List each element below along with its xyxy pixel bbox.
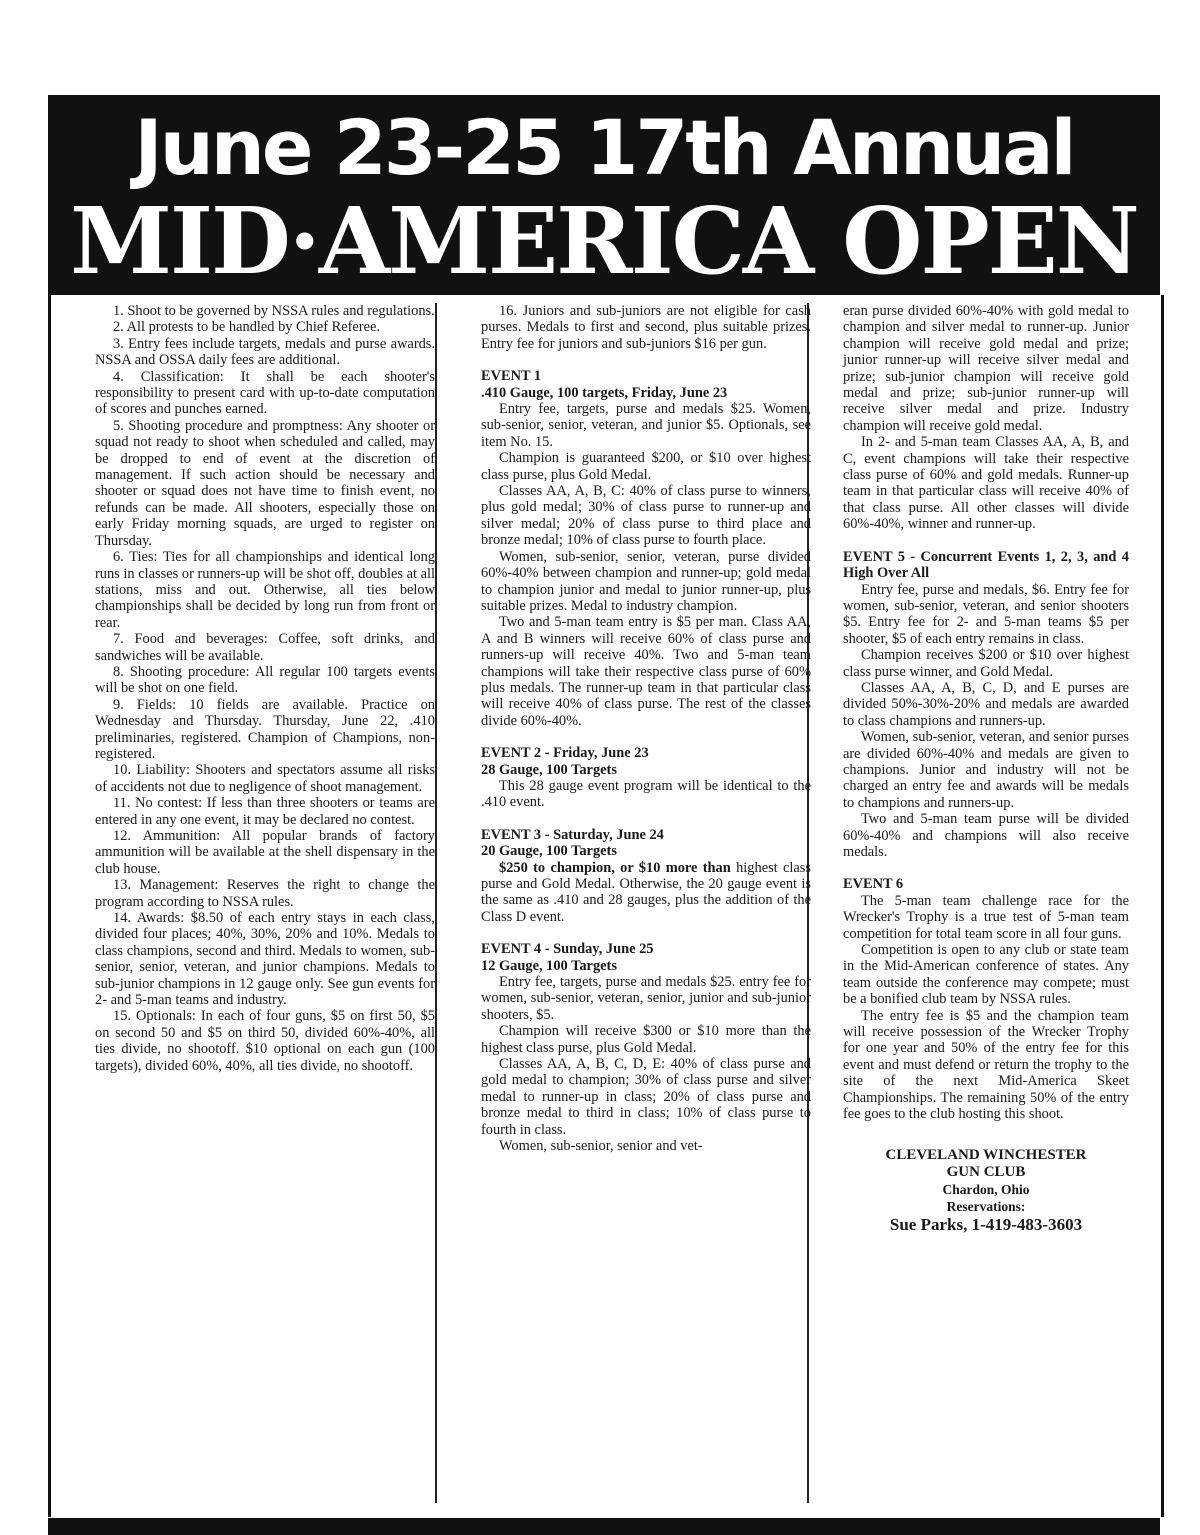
rules-column xyxy=(95,303,435,1074)
event-3-subtitle: 20 Gauge, 100 Targets xyxy=(481,843,617,860)
rule-paragraph: 12. Ammunition: All popular brands of factory ammunition will be available at the shell dispensary in the club house. xyxy=(95,828,435,877)
column-divider xyxy=(435,303,437,1503)
rule-paragraph: 16. Juniors and sub-juniors are not eligible for cash purses. Medals to first and second, plus suitable prizes. Entry fee for juniors and sub-juniors $16 per gun. xyxy=(481,303,811,352)
event-paragraph: Champion is guaranteed $200, or $10 over highest class purse, plus Gold Medal. xyxy=(481,450,811,483)
event-paragraph: Two and 5-man team entry is $5 per man. Class AA, A and B winners will receive 60% of class purse and runners-up will receive 40%. Two and 5-man team champions will take their respective class purse of 60% plus medals. The runner-up team in that particular class will receive 40% of class purse. The rest of the classes divide 60%-40%. xyxy=(481,614,811,729)
event-paragraph: The 5-man team challenge race for the Wrecker's Trophy is a true test of 5-man team competition for total team score in all four guns. xyxy=(843,892,1129,942)
event-paragraph: Women, sub-senior, senior and vet- xyxy=(499,1138,703,1155)
event-4-subtitle: 12 Gauge, 100 Targets xyxy=(481,957,617,974)
club-location: Chardon, Ohio xyxy=(942,1181,1030,1197)
event-paragraph: This 28 gauge event program will be identical to the .410 event. xyxy=(481,777,811,811)
event-5-title: EVENT 5 - Concurrent Events 1, 2, 3, and 4 High Over All xyxy=(843,548,1129,582)
rule-paragraph: 10. Liability: Shooters and spectators assume all risks of accidents not due to negligence of shoot management. xyxy=(95,762,435,795)
event-paragraph: Competition is open to any club or state team in the Mid-American conference of states. Any team outside the conference may compete; must be a bonified club team by NSSA rules. xyxy=(843,942,1129,1008)
footer-bar xyxy=(48,1518,1160,1535)
event-paragraph: Entry fee, targets, purse and medals $25. Women, sub-senior, senior, veteran, and junior $5. Optionals, see item No. 15. xyxy=(481,401,811,450)
event-6-title: EVENT 6 xyxy=(843,876,904,893)
title-banner xyxy=(48,95,1160,295)
rule-paragraph: 8. Shooting procedure: All regular 100 targets events will be shot on one field. xyxy=(95,663,435,697)
rule-paragraph: 7. Food and beverages: Coffee, soft drinks, and sandwiches will be available. xyxy=(95,631,435,664)
event-1-title: EVENT 1 xyxy=(481,368,542,385)
event-paragraph: Women, sub-senior, senior, veteran, purse divided 60%-40% between champion and runner-up; gold medal to champion junior and medal to junior runner-up, plus suitable prizes. Medal to industry champion. xyxy=(481,548,811,614)
event-paragraph: Champion will receive $300 or $10 more than the highest class purse, plus Gold Medal. xyxy=(481,1023,811,1056)
rule-paragraph: 13. Management: Reserves the right to change the program according to NSSA rules. xyxy=(95,877,435,910)
rule-paragraph: 1. Shoot to be governed by NSSA rules and regulations. xyxy=(113,303,435,319)
club-contact xyxy=(843,1147,1129,1235)
rule-paragraph: 6. Ties: Ties for all championships and identical long runs in classes or runners-up will be shot off, doubles at all stations, miss and out. Otherwise, all ties below championships shall be decided by long run from front or rear. xyxy=(95,549,435,631)
event-3-prize: $250 to champion, or $10 more than xyxy=(499,859,731,876)
event-paragraph: Women, sub-senior, veteran, and senior purses are divided 60%-40% and medals are given to champions. Junior and industry will not be charged an entry fee and awards will be medals to champions and runners-up. xyxy=(843,729,1129,811)
event-paragraph: Two and 5-man team purse will be divided 60%-40% and champions will also receive medals. xyxy=(843,811,1129,860)
events-column-continued xyxy=(843,303,1129,1235)
banner-title: MID·AMERICA OPEN xyxy=(70,187,1138,295)
events-column xyxy=(481,303,811,1155)
rule-paragraph: 2. All protests to be handled by Chief Referee. xyxy=(113,319,380,336)
event-3-title: EVENT 3 - Saturday, June 24 xyxy=(481,826,664,843)
rule-paragraph: 4. Classification: It shall be each shooter's responsibility to present card with up-to-date computation of scores and punches earned. xyxy=(95,368,435,418)
event-paragraph: Classes AA, A, B, C, D, and E purses are divided 50%-30%-20% and medals are awarded to class champions and runners-up. xyxy=(843,679,1129,729)
reservations-contact: Sue Parks, 1-419-483-3603 xyxy=(889,1214,1083,1234)
event-paragraph: Entry fee, purse and medals, $6. Entry fee for women, sub-senior, veteran, and senior shooters $5. Entry fee for 2- and 5-man teams $5 per shooter, $5 of each entry remains in class. xyxy=(843,581,1129,647)
event-paragraph: Champion receives $200 or $10 over highest class purse winner, and Gold Medal. xyxy=(843,647,1129,680)
event-2-title: EVENT 2 - Friday, June 23 xyxy=(481,745,649,762)
club-name: CLEVELAND WINCHESTER xyxy=(885,1146,1087,1163)
event-paragraph: Classes AA, A, B, C, D, E: 40% of class purse and gold medal to champion; 30% of class purse and silver medal to runner-up in class; 20% of class purse and bronze medal to third in class; 10% of class purse to fourth in class. xyxy=(481,1056,811,1138)
event-paragraph: Classes AA, A, B, C: 40% of class purse to winners, plus gold medal; 30% of class purse to runner-up and silver medal; 20% of class purse to third place and bronze medal; 10% of class purse to fourth place. xyxy=(481,483,811,549)
event-4-title: EVENT 4 - Sunday, June 25 xyxy=(481,941,654,958)
rule-paragraph: 3. Entry fees include targets, medals and purse awards. NSSA and OSSA daily fees are additional. xyxy=(95,335,435,369)
reservations-label: Reservations: xyxy=(946,1198,1026,1214)
event-1-subtitle: .410 Gauge, 100 targets, Friday, June 23 xyxy=(481,384,728,401)
rule-paragraph: 5. Shooting procedure and promptness: Any shooter or squad not ready to shoot when scheduled and called, may be dropped to end of event at the discretion of management. If such action should be necessary and shooter or squad does not have time to finish event, no refunds can be made. All shooters, especially those on early Friday morning squads, are urged to register on Thursday. xyxy=(95,417,435,549)
rule-paragraph: 15. Optionals: In each of four guns, $5 on first 50, $5 on second 50 and $5 on third 50, divided 60%-40%, all ties divide, no shootoff. $10 optional on each gun (100 targets), divided 60%, 40%, all ties divide, no shootoff. xyxy=(95,1008,435,1074)
banner-dates: June 23-25 17th Annual xyxy=(134,103,1074,192)
event-3-text: highest class purse and Gold Medal. Otherwise, the 20 gauge event is the same as .410 and 28 gauges, plus the addition of the Class D event. xyxy=(481,859,811,925)
rule-paragraph: 14. Awards: $8.50 of each entry stays in each class, divided four places; 40%, 30%, 20% and 10%. Medals to class champions, second and third. Medals to women, sub-senior, senior, veteran, and junior champions. Medals to sub-junior champions in 12 gauge only. See gun events for 2- and 5-man teams and industry. xyxy=(95,910,435,1009)
rule-paragraph: 9. Fields: 10 fields are available. Practice on Wednesday and Thursday. Thursday, June 22, .410 preliminaries, registered. Champion of Champions, non-registered. xyxy=(95,696,435,762)
rules-box xyxy=(48,295,1164,1517)
event-2-subtitle: 28 Gauge, 100 Targets xyxy=(481,761,617,778)
club-name-line2: GUN CLUB xyxy=(946,1163,1026,1180)
event-paragraph: Entry fee, targets, purse and medals $25. entry fee for women, sub-senior, veteran, senior, junior and sub-junior shooters, $5. xyxy=(481,974,811,1023)
event-paragraph: In 2- and 5-man team Classes AA, A, B, and C, event champions will take their respective class purse of 60% and gold medals. Runner-up team in that particular class will receive 40% of that class purse. All other classes will divide 60%-40%, winner and runner-up. xyxy=(843,434,1129,533)
event-paragraph: The entry fee is $5 and the champion team will receive possession of the Wrecker Trophy for one year and 50% of the entry fee for this event and must defend or return the trophy to the site of the next Mid-America Skeet Championships. The remaining 50% of the entry fee goes to the club hosting this shoot. xyxy=(843,1007,1129,1123)
event-paragraph: eran purse divided 60%-40% with gold medal to champion and silver medal to runner-up. Junior champion will receive gold medal and prize; junior runner-up will receive silver medal and prize; sub-junior champion will receive gold medal and prize; sub-junior runner-up will receive silver medal and prize. Industry champion will receive gold medal. xyxy=(843,303,1129,434)
rule-paragraph: 11. No contest: If less than three shooters or teams are entered in any one event, it may be declared no contest. xyxy=(95,795,435,828)
event-paragraph xyxy=(481,860,811,926)
